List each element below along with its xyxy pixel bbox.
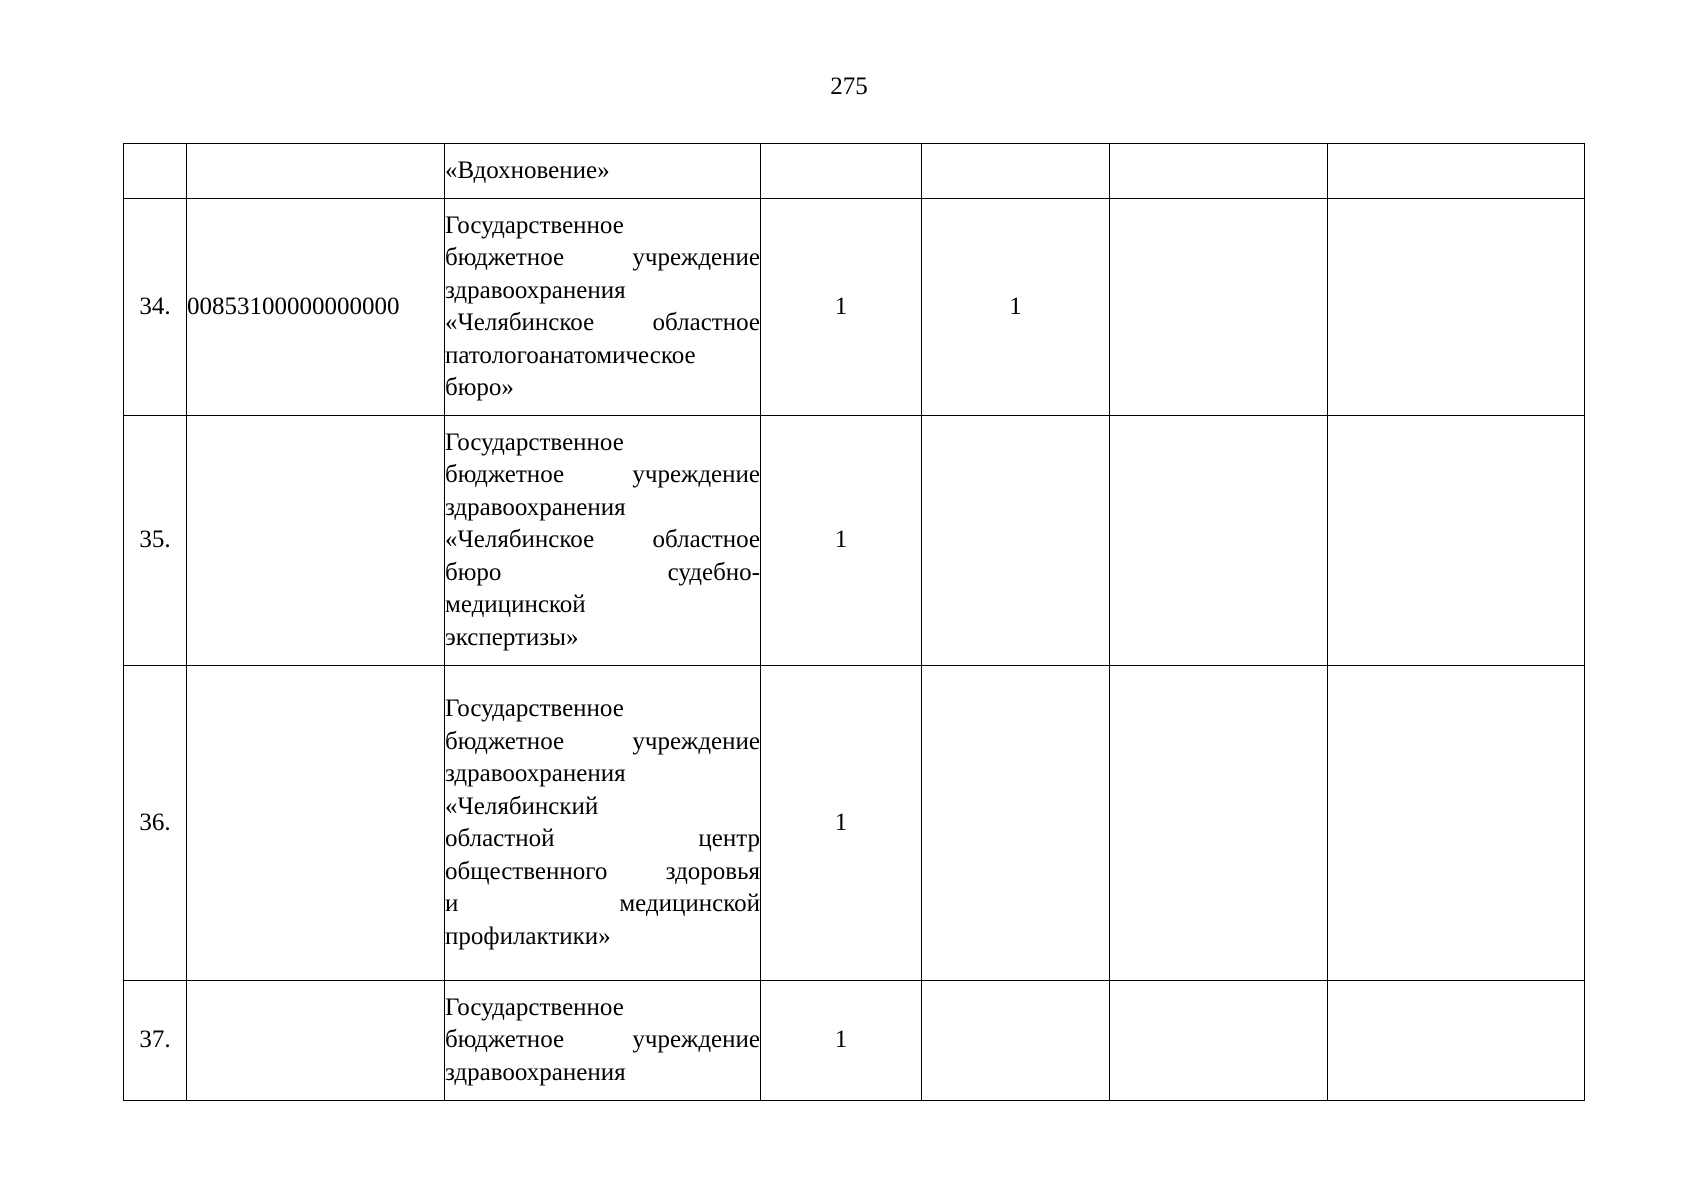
value-cell-4 xyxy=(761,144,922,199)
table-row xyxy=(124,416,1585,666)
institution-name-cell xyxy=(445,981,761,1101)
value-cell-6 xyxy=(1110,144,1328,199)
name-line: экспертизы» xyxy=(445,623,579,651)
value-cell-4: 1 xyxy=(761,199,922,416)
name-line: медицинской xyxy=(445,591,586,619)
value-cell-4: 1 xyxy=(761,666,922,981)
name-line: бюджетное учреждение xyxy=(445,244,760,271)
name-line: здравоохранения xyxy=(445,1058,626,1086)
name-line: «Челябинский xyxy=(445,792,599,820)
name-line: бюро судебно- xyxy=(445,558,760,586)
value-cell-5 xyxy=(922,981,1110,1101)
row-number-cell: 35. xyxy=(124,416,187,666)
name-line: «Челябинское областное xyxy=(445,309,760,336)
row-number-cell: 36. xyxy=(124,666,187,981)
name-line: Государственное xyxy=(445,695,624,722)
value-cell-7 xyxy=(1328,144,1585,199)
table-row xyxy=(124,199,1585,416)
name-line: здравоохранения xyxy=(445,760,626,787)
name-line: «Челябинское областное xyxy=(445,526,760,554)
institution-name-cell xyxy=(445,416,761,666)
document-table xyxy=(123,143,1585,1101)
name-line: бюджетное учреждение xyxy=(445,1026,760,1054)
value-cell-6 xyxy=(1110,981,1328,1101)
page-number: 275 xyxy=(830,73,868,100)
value-cell-5 xyxy=(922,144,1110,199)
name-line: общественного здоровья xyxy=(445,857,760,885)
institution-name-cell xyxy=(445,144,761,199)
name-line: «Вдохновение» xyxy=(445,156,610,184)
code-cell xyxy=(187,416,445,666)
table-row xyxy=(124,981,1585,1101)
name-line: Государственное xyxy=(445,428,624,456)
institution-name-cell xyxy=(445,666,761,981)
value-cell-6 xyxy=(1110,416,1328,666)
value-cell-4: 1 xyxy=(761,416,922,666)
institution-name-cell xyxy=(445,199,761,416)
value-cell-5 xyxy=(922,666,1110,981)
name-line: бюджетное учреждение xyxy=(445,727,760,755)
name-line: и медицинской xyxy=(445,890,760,917)
value-cell-5 xyxy=(922,416,1110,666)
value-cell-6 xyxy=(1110,666,1328,981)
value-cell-7 xyxy=(1328,666,1585,981)
name-line: здравоохранения xyxy=(445,493,626,521)
name-line: патологоанатомическое xyxy=(445,341,696,369)
code-cell xyxy=(187,144,445,199)
code-cell xyxy=(187,666,445,981)
name-line: профилактики» xyxy=(445,922,611,950)
value-cell-6 xyxy=(1110,199,1328,416)
name-line: Государственное xyxy=(445,211,624,239)
code-cell: 00853100000000000 xyxy=(187,199,445,416)
value-cell-7 xyxy=(1328,981,1585,1101)
value-cell-5: 1 xyxy=(922,199,1110,416)
value-cell-7 xyxy=(1328,416,1585,666)
name-line: бюро» xyxy=(445,374,514,401)
row-number-cell: 34. xyxy=(124,199,187,416)
row-number-cell xyxy=(124,144,187,199)
name-line: бюджетное учреждение xyxy=(445,461,760,489)
table-row xyxy=(124,144,1585,199)
value-cell-7 xyxy=(1328,199,1585,416)
value-cell-4: 1 xyxy=(761,981,922,1101)
name-line: Государственное xyxy=(445,993,624,1021)
name-line: областной центр xyxy=(445,825,760,852)
row-number-cell: 37. xyxy=(124,981,187,1101)
table-row xyxy=(124,666,1585,981)
name-line: здравоохранения xyxy=(445,276,626,304)
code-cell xyxy=(187,981,445,1101)
